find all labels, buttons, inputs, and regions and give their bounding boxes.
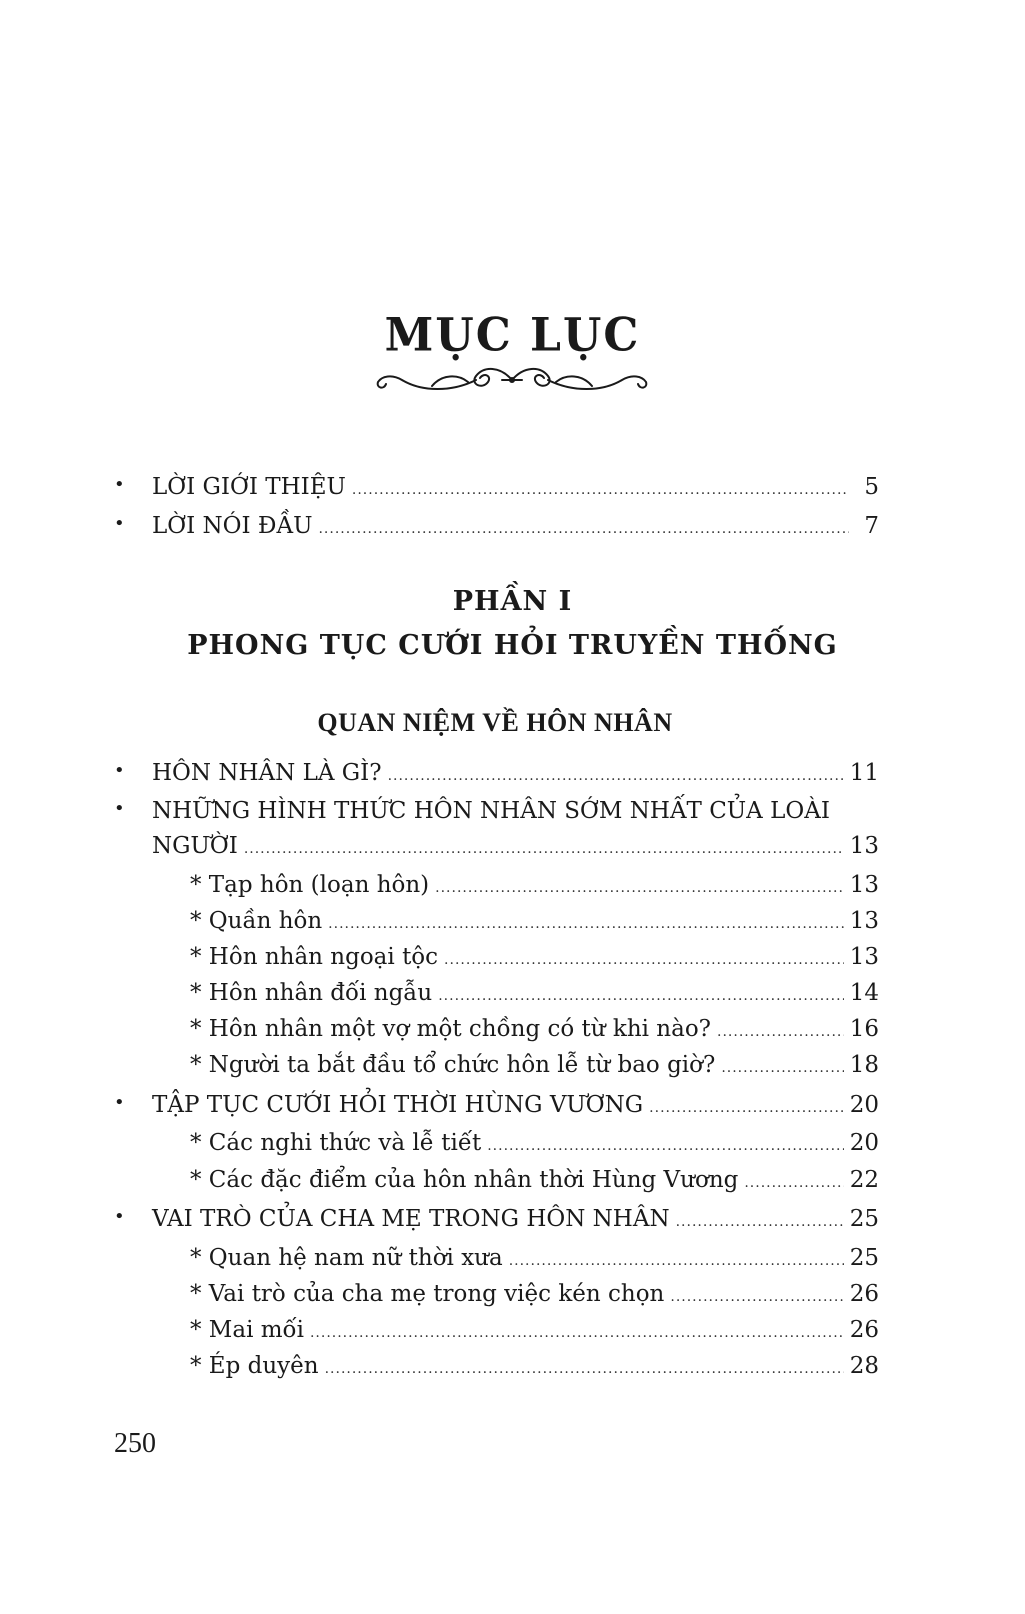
leader-dots — [388, 761, 844, 791]
bullet: • — [114, 1206, 125, 1227]
entry-page: 13 — [849, 908, 879, 934]
leader-dots — [310, 1318, 844, 1348]
entry-page: 20 — [849, 1130, 879, 1156]
leader-dots — [487, 1131, 844, 1161]
entry-page: 26 — [849, 1281, 879, 1307]
entry-page: 28 — [849, 1353, 879, 1379]
entry-page: 7 — [864, 513, 879, 539]
entry-title: * Ép duyên — [190, 1353, 319, 1379]
footer-page-number: 250 — [114, 1428, 156, 1459]
leader-dots — [435, 873, 844, 903]
entry-page: 26 — [849, 1317, 879, 1343]
toc-sub-entry[interactable] — [190, 1165, 879, 1198]
toc-sub-entry[interactable] — [190, 1315, 879, 1348]
toc-sub-entry[interactable] — [190, 1050, 879, 1083]
entry-title: VAI TRÒ CỦA CHA MẸ TRONG HÔN NHÂN — [152, 1206, 670, 1232]
toc-sub-entry[interactable] — [190, 906, 879, 939]
toc-title: MỤC LỤC — [384, 308, 641, 363]
toc-sub-entry[interactable] — [190, 1351, 879, 1384]
leader-dots — [444, 945, 844, 975]
entry-page: 13 — [849, 833, 879, 859]
entry-title: LỜI GIỚI THIỆU — [152, 474, 346, 500]
leader-dots — [670, 1282, 843, 1312]
toc-sub-entry[interactable] — [190, 978, 879, 1011]
toc-entry-continuation[interactable] — [152, 831, 879, 864]
section-title: QUAN NIỆM VỀ HÔN NHÂN — [317, 708, 673, 737]
bullet: • — [114, 760, 125, 781]
entry-title: * Các nghi thức và lễ tiết — [190, 1130, 482, 1156]
toc-entry[interactable] — [152, 1204, 879, 1237]
entry-title: * Vai trò của cha mẹ trong việc kén chọn — [190, 1281, 665, 1307]
bullet: • — [114, 798, 125, 819]
entry-title: HÔN NHÂN LÀ GÌ? — [152, 760, 382, 786]
leader-dots — [244, 834, 844, 864]
bullet: • — [114, 1092, 125, 1113]
leader-dots — [318, 514, 849, 544]
flourish-ornament-icon — [372, 362, 652, 398]
entry-page: 11 — [849, 760, 879, 786]
entry-page: 5 — [864, 474, 879, 500]
toc-sub-entry[interactable] — [190, 1014, 879, 1047]
toc-sub-entry[interactable] — [190, 1128, 879, 1161]
entry-title: * Quan hệ nam nữ thời xưa — [190, 1245, 503, 1271]
toc-sub-entry[interactable] — [190, 942, 879, 975]
entry-page: 16 — [849, 1016, 879, 1042]
entry-page: 25 — [849, 1206, 879, 1232]
toc-sub-entry[interactable] — [190, 870, 879, 903]
leader-dots — [717, 1017, 844, 1047]
entry-title: * Tạp hôn (loạn hôn) — [190, 872, 430, 898]
entry-page: 13 — [849, 872, 879, 898]
entry-page: 20 — [849, 1092, 879, 1118]
bullet: • — [114, 474, 125, 495]
toc-sub-entry[interactable] — [190, 1279, 879, 1312]
leader-dots — [649, 1093, 844, 1123]
entry-title: * Quần hôn — [190, 908, 323, 934]
toc-entry-first-line[interactable] — [152, 796, 879, 826]
entry-page: 13 — [849, 944, 879, 970]
entry-title: * Hôn nhân một vợ một chồng có từ khi nào? — [190, 1016, 712, 1042]
bullet: • — [114, 513, 125, 534]
entry-title: * Các đặc điểm của hôn nhân thời Hùng Vương — [190, 1167, 739, 1193]
leader-dots — [352, 475, 849, 505]
leader-dots — [744, 1168, 843, 1198]
entry-title: * Hôn nhân đối ngẫu — [190, 980, 433, 1006]
toc-entry-loi-gioi-thieu[interactable] — [152, 472, 879, 505]
leader-dots — [676, 1207, 844, 1237]
entry-title: NHỮNG HÌNH THỨC HÔN NHÂN SỚM NHẤT CỦA LOÀI — [152, 798, 830, 824]
entry-title: * Hôn nhân ngoại tộc — [190, 944, 439, 970]
entry-page: 14 — [849, 980, 879, 1006]
entry-page: 25 — [849, 1245, 879, 1271]
entry-title: LỜI NÓI ĐẦU — [152, 513, 313, 539]
leader-dots — [328, 909, 844, 939]
entry-page: 22 — [849, 1167, 879, 1193]
entry-page: 18 — [849, 1052, 879, 1078]
entry-title-continuation: NGƯỜI — [152, 833, 238, 859]
entry-title: * Mai mối — [190, 1317, 304, 1343]
toc-sub-entry[interactable] — [190, 1243, 879, 1276]
leader-dots — [438, 981, 844, 1011]
part-name: PHONG TỤC CƯỚI HỎI TRUYỀN THỐNG — [187, 630, 838, 661]
toc-entry-loi-noi-dau[interactable] — [152, 511, 879, 544]
part-number: PHẦN I — [452, 586, 573, 617]
leader-dots — [509, 1246, 844, 1276]
entry-title: * Người ta bắt đầu tổ chức hôn lễ từ bao giờ? — [190, 1052, 716, 1078]
entry-title: TẬP TỤC CƯỚI HỎI THỜI HÙNG VƯƠNG — [152, 1092, 644, 1118]
toc-entry[interactable] — [152, 1090, 879, 1123]
leader-dots — [721, 1053, 843, 1083]
leader-dots — [325, 1354, 844, 1384]
toc-entry[interactable] — [152, 758, 879, 791]
